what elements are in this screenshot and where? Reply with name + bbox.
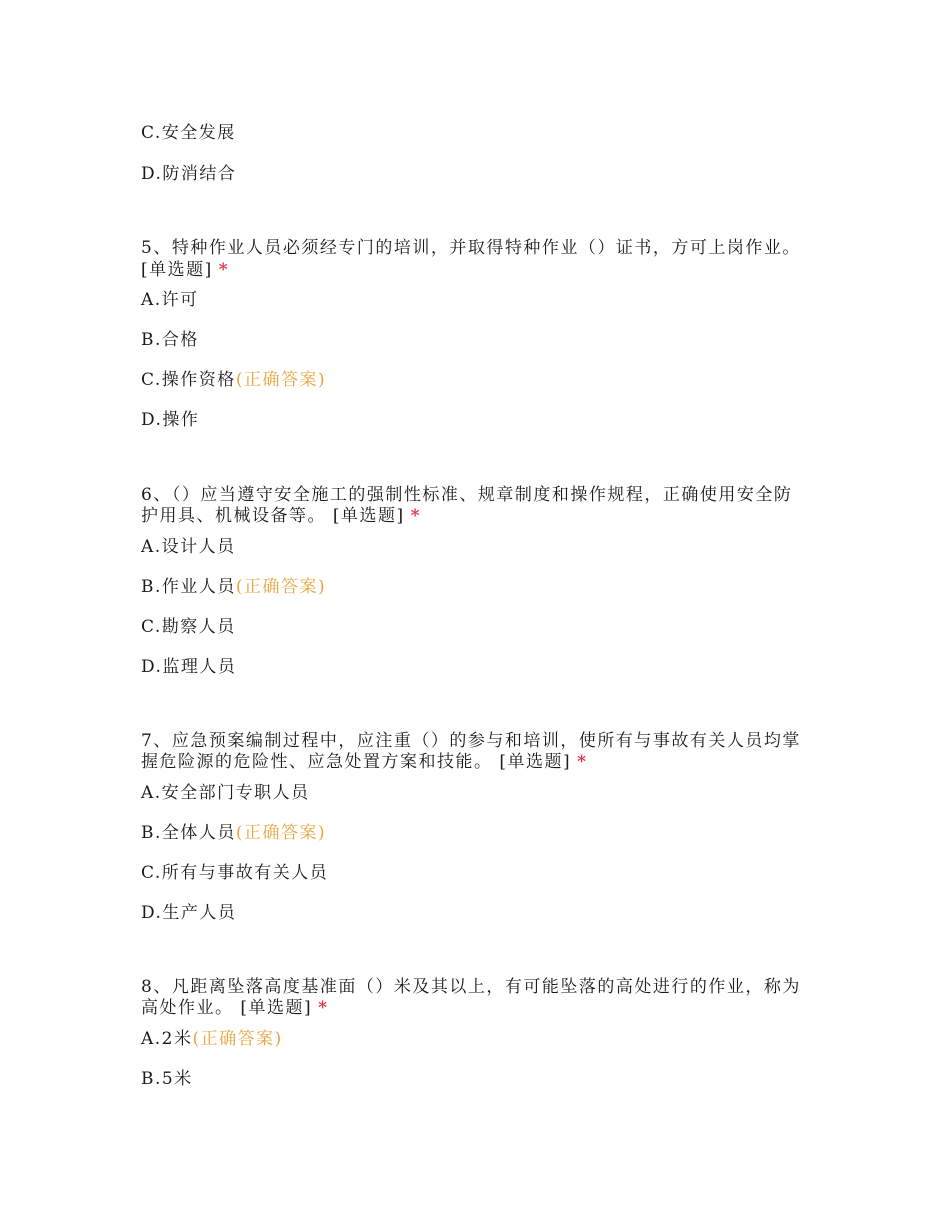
question-8-text-cont: 高处作业。 [单选题] * xyxy=(141,998,329,1018)
correct-answer-label: (正确答案) xyxy=(235,577,327,597)
correct-answer-label: (正确答案) xyxy=(192,1029,283,1049)
correct-answer-label: (正确答案) xyxy=(235,370,327,390)
option-d: D.监理人员 xyxy=(141,657,237,677)
question-5-text: 5、特种作业人员必须经专门的培训，并取得特种作业（）证书，方可上岗作业。 xyxy=(141,238,801,258)
question-8-text: 8、凡距离坠落高度基准面（）米及其以上，有可能坠落的高处进行的作业，称为 xyxy=(141,977,801,997)
option-d: D.生产人员 xyxy=(141,903,237,923)
question-6-text-cont: 护用具、机械设备等。 [单选题] * xyxy=(141,506,422,526)
required-star: * xyxy=(318,998,329,1018)
option-b: B.全体人员(正确答案) xyxy=(141,823,327,843)
option-c: C.所有与事故有关人员 xyxy=(141,863,329,883)
option-d: D.操作 xyxy=(141,410,200,430)
option-c: C.操作资格(正确答案) xyxy=(141,370,327,390)
required-star: * xyxy=(410,506,422,526)
option-a: A.安全部门专职人员 xyxy=(141,783,310,803)
option-a: A.2米(正确答案) xyxy=(141,1029,283,1049)
required-star: * xyxy=(218,260,230,280)
option-b: B.5米 xyxy=(141,1069,193,1089)
question-5-type: [单选题] * xyxy=(141,260,230,280)
option-c: C.勘察人员 xyxy=(141,617,236,637)
question-7-text-cont: 握危险源的危险性、应急处置方案和技能。 [单选题] * xyxy=(141,752,588,772)
option-c: C.安全发展 xyxy=(141,123,236,143)
option-b: B.合格 xyxy=(141,330,199,350)
question-6-text: 6、（）应当遵守安全施工的强制性标准、规章制度和操作规程，正确使用安全防 xyxy=(141,485,793,505)
option-a: A.设计人员 xyxy=(141,537,236,557)
correct-answer-label: (正确答案) xyxy=(235,823,327,843)
option-a: A.许可 xyxy=(141,290,199,310)
option-d: D.防消结合 xyxy=(141,164,237,184)
required-star: * xyxy=(577,752,588,772)
question-7-text: 7、应急预案编制过程中，应注重（）的参与和培训，使所有与事故有关人员均掌 xyxy=(141,731,801,751)
option-b: B.作业人员(正确答案) xyxy=(141,577,327,597)
